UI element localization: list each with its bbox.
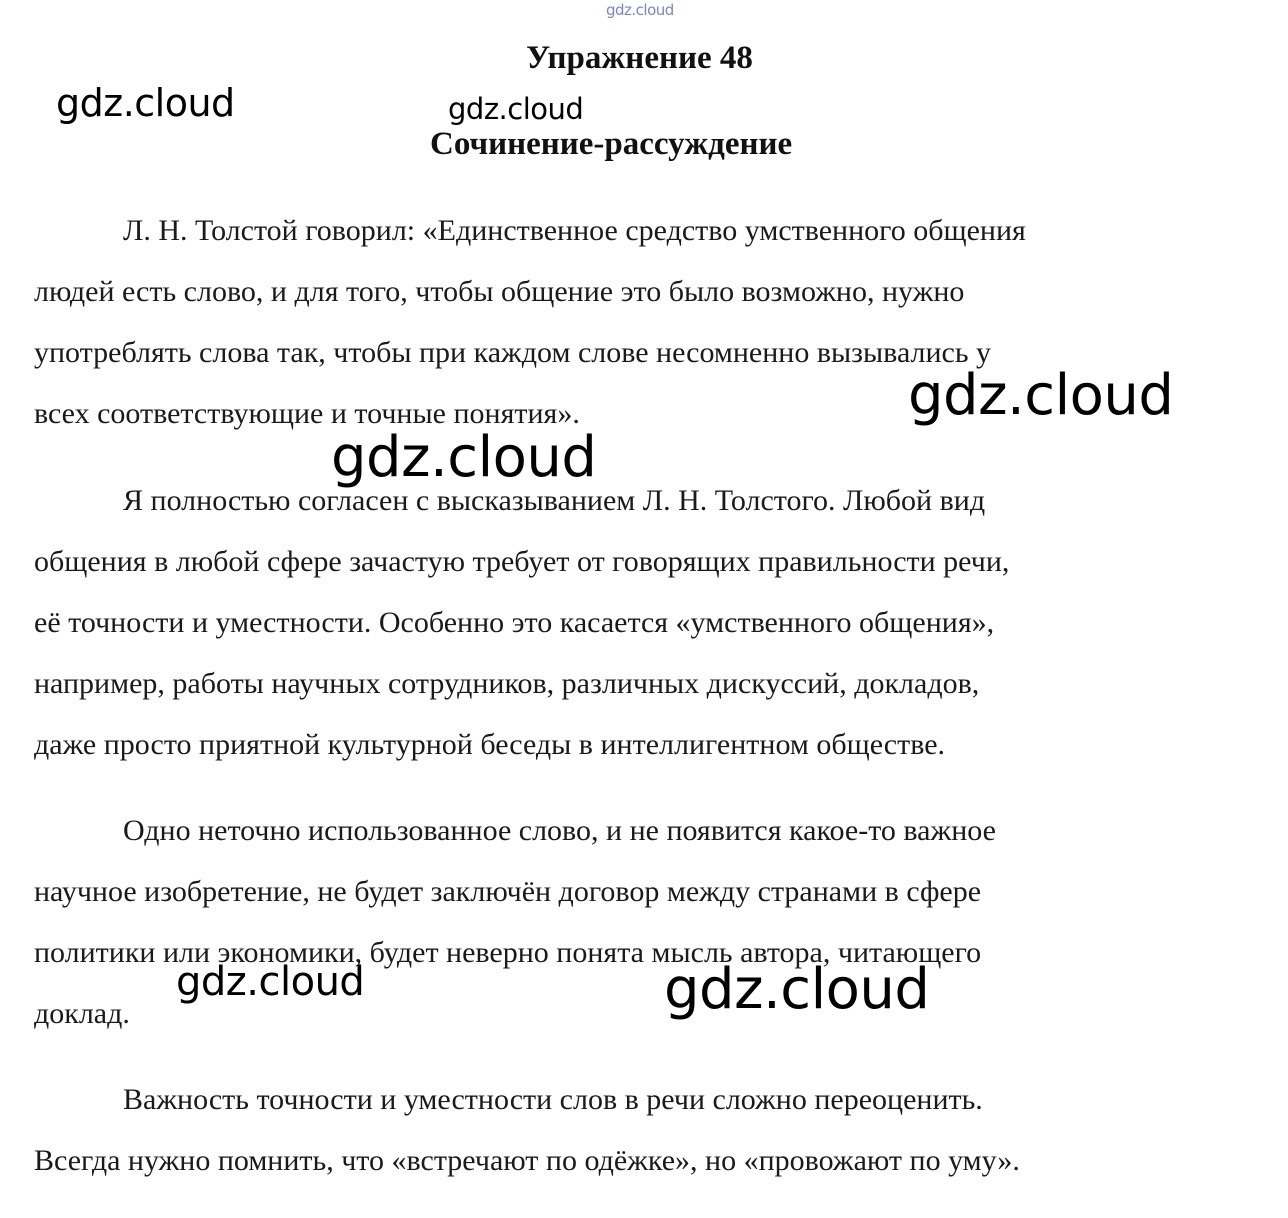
paragraph-1-line-2: людей есть слово, и для того, чтобы общение это было возможно, нужно <box>34 275 965 308</box>
paragraph-2-line-2: общения в любой сфере зачастую требует от говорящих правильности речи, <box>34 545 1010 578</box>
paragraph-1-line-4: всех соответствующие и точные понятия». <box>34 397 580 430</box>
paragraph-3-line-3: политики или экономики, будет неверно понята мысль автора, читающего <box>34 936 982 969</box>
watermark-top: gdz.cloud <box>606 1 674 19</box>
paragraph-4-line-2: Всегда нужно помнить, что «встречают по одёжке», но «провожают по уму». <box>34 1144 1020 1177</box>
paragraph-2-line-3: её точности и уместности. Особенно это касается «умственного общения», <box>34 606 995 639</box>
paragraph-1-line-3: употреблять слова так, чтобы при каждом слове несомненно вызывались у <box>34 336 992 369</box>
watermark: gdz.cloud <box>176 959 365 1005</box>
paragraph-2-line-4: например, работы научных сотрудников, различных дискуссий, докладов, <box>34 667 980 700</box>
essay-title: Сочинение-рассуждение <box>430 126 793 162</box>
paragraph-4-line-1: Важность точности и уместности слов в речи сложно переоценить. <box>123 1083 983 1116</box>
paragraph-2-line-1: Я полностью согласен с высказыванием Л. Н. Толстого. Любой вид <box>123 484 986 517</box>
paragraph-3-line-4: доклад. <box>34 997 130 1030</box>
exercise-title: Упражнение 48 <box>526 40 753 76</box>
watermark: gdz.cloud <box>56 81 235 125</box>
paragraph-2-line-5: даже просто приятной культурной беседы в интеллигентном обществе. <box>34 728 946 761</box>
paragraph-3-line-2: научное изобретение, не будет заключён договор между странами в сфере <box>34 875 982 908</box>
watermark: gdz.cloud <box>664 957 930 1022</box>
paragraph-3-line-1: Одно неточно использованное слово, и не появится какое-то важное <box>123 814 996 847</box>
watermark: gdz.cloud <box>908 363 1174 428</box>
watermark: gdz.cloud <box>331 425 597 490</box>
watermark: gdz.cloud <box>448 92 584 126</box>
paragraph-1-line-1: Л. Н. Толстой говорил: «Единственное средство умственного общения <box>123 214 1026 247</box>
